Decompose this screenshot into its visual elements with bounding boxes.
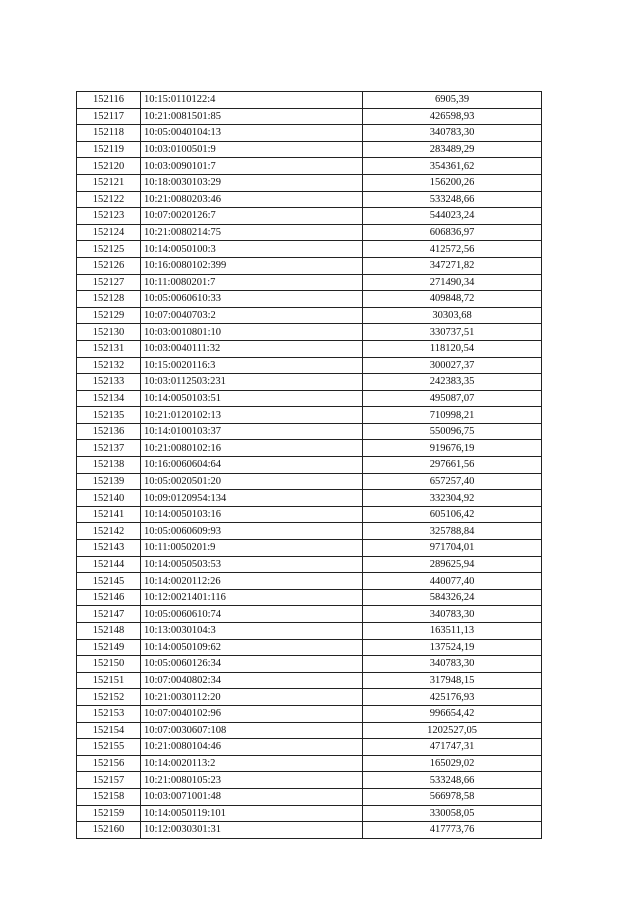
table-row xyxy=(77,623,542,640)
table-row xyxy=(77,722,542,739)
row-number-cell: 152135 xyxy=(77,407,141,424)
amount-cell: 710998,21 xyxy=(363,407,542,424)
cadastral-number-cell: 10:21:0120102:13 xyxy=(141,407,363,424)
row-number-cell: 152156 xyxy=(77,755,141,772)
table-row xyxy=(77,523,542,540)
cadastral-number-cell: 10:05:0060610:74 xyxy=(141,606,363,623)
cadastral-number-cell: 10:16:0060604:64 xyxy=(141,457,363,474)
amount-cell: 289625,94 xyxy=(363,556,542,573)
row-number-cell: 152151 xyxy=(77,672,141,689)
amount-cell: 495087,07 xyxy=(363,390,542,407)
amount-cell: 605106,42 xyxy=(363,506,542,523)
amount-cell: 544023,24 xyxy=(363,208,542,225)
table-row xyxy=(77,291,542,308)
amount-cell: 242383,35 xyxy=(363,374,542,391)
table-row xyxy=(77,589,542,606)
row-number-cell: 152157 xyxy=(77,772,141,789)
table-row xyxy=(77,540,542,557)
table-row xyxy=(77,141,542,158)
table-row xyxy=(77,423,542,440)
amount-cell: 533248,66 xyxy=(363,772,542,789)
row-number-cell: 152133 xyxy=(77,374,141,391)
row-number-cell: 152152 xyxy=(77,689,141,706)
amount-cell: 347271,82 xyxy=(363,257,542,274)
cadastral-number-cell: 10:05:0060126:34 xyxy=(141,656,363,673)
amount-cell: 330058,05 xyxy=(363,805,542,822)
cadastral-number-cell: 10:07:0040703:2 xyxy=(141,307,363,324)
row-number-cell: 152130 xyxy=(77,324,141,341)
amount-cell: 919676,19 xyxy=(363,440,542,457)
cadastral-number-cell: 10:13:0030104:3 xyxy=(141,623,363,640)
table-row xyxy=(77,158,542,175)
amount-cell: 971704,01 xyxy=(363,540,542,557)
amount-cell: 340783,30 xyxy=(363,606,542,623)
row-number-cell: 152122 xyxy=(77,191,141,208)
table-row xyxy=(77,606,542,623)
row-number-cell: 152121 xyxy=(77,174,141,191)
row-number-cell: 152146 xyxy=(77,589,141,606)
cadastral-number-cell: 10:21:0030112:20 xyxy=(141,689,363,706)
table-row xyxy=(77,357,542,374)
table-row xyxy=(77,92,542,109)
amount-cell: 330737,51 xyxy=(363,324,542,341)
amount-cell: 300027,37 xyxy=(363,357,542,374)
table-row xyxy=(77,672,542,689)
row-number-cell: 152120 xyxy=(77,158,141,175)
amount-cell: 550096,75 xyxy=(363,423,542,440)
amount-cell: 584326,24 xyxy=(363,589,542,606)
table-row xyxy=(77,241,542,258)
table-row xyxy=(77,407,542,424)
cadastral-number-cell: 10:07:0040102:96 xyxy=(141,705,363,722)
amount-cell: 30303,68 xyxy=(363,307,542,324)
cadastral-number-cell: 10:15:0110122:4 xyxy=(141,92,363,109)
row-number-cell: 152136 xyxy=(77,423,141,440)
cadastral-number-cell: 10:14:0020112:26 xyxy=(141,573,363,590)
cadastral-number-cell: 10:21:0080104:46 xyxy=(141,739,363,756)
table-row xyxy=(77,822,542,839)
cadastral-number-cell: 10:05:0060610:33 xyxy=(141,291,363,308)
amount-cell: 354361,62 xyxy=(363,158,542,175)
cadastral-number-cell: 10:14:0050100:3 xyxy=(141,241,363,258)
table-row xyxy=(77,656,542,673)
amount-cell: 425176,93 xyxy=(363,689,542,706)
amount-cell: 340783,30 xyxy=(363,125,542,142)
cadastral-number-cell: 10:14:0020113:2 xyxy=(141,755,363,772)
amount-cell: 165029,02 xyxy=(363,755,542,772)
cadastral-number-cell: 10:21:0080105:23 xyxy=(141,772,363,789)
amount-cell: 417773,76 xyxy=(363,822,542,839)
table-row xyxy=(77,573,542,590)
row-number-cell: 152144 xyxy=(77,556,141,573)
table-row xyxy=(77,490,542,507)
amount-cell: 426598,93 xyxy=(363,108,542,125)
table-row xyxy=(77,506,542,523)
row-number-cell: 152123 xyxy=(77,208,141,225)
row-number-cell: 152127 xyxy=(77,274,141,291)
table-row xyxy=(77,556,542,573)
cadastral-number-cell: 10:16:0080102:399 xyxy=(141,257,363,274)
cadastral-number-cell: 10:21:0080214:75 xyxy=(141,224,363,241)
row-number-cell: 152138 xyxy=(77,457,141,474)
amount-cell: 163511,13 xyxy=(363,623,542,640)
table-row xyxy=(77,772,542,789)
cadastral-number-cell: 10:03:0112503:231 xyxy=(141,374,363,391)
row-number-cell: 152154 xyxy=(77,722,141,739)
row-number-cell: 152147 xyxy=(77,606,141,623)
table-row xyxy=(77,324,542,341)
table-row xyxy=(77,174,542,191)
cadastral-number-cell: 10:05:0040104:13 xyxy=(141,125,363,142)
row-number-cell: 152143 xyxy=(77,540,141,557)
cadastral-number-cell: 10:14:0050503:53 xyxy=(141,556,363,573)
row-number-cell: 152137 xyxy=(77,440,141,457)
cadastral-number-cell: 10:12:0030301:31 xyxy=(141,822,363,839)
cadastral-number-cell: 10:05:0060609:93 xyxy=(141,523,363,540)
amount-cell: 297661,56 xyxy=(363,457,542,474)
cadastral-number-cell: 10:14:0050103:16 xyxy=(141,506,363,523)
cadastral-number-cell: 10:14:0050119:101 xyxy=(141,805,363,822)
table-row xyxy=(77,208,542,225)
table-row xyxy=(77,805,542,822)
row-number-cell: 152116 xyxy=(77,92,141,109)
amount-cell: 996654,42 xyxy=(363,705,542,722)
row-number-cell: 152155 xyxy=(77,739,141,756)
row-number-cell: 152148 xyxy=(77,623,141,640)
amount-cell: 118120,54 xyxy=(363,340,542,357)
cadastral-number-cell: 10:03:0090101:7 xyxy=(141,158,363,175)
amount-cell: 566978,58 xyxy=(363,788,542,805)
row-number-cell: 152125 xyxy=(77,241,141,258)
cadastral-number-cell: 10:03:0010801:10 xyxy=(141,324,363,341)
cadastral-number-cell: 10:07:0040802:34 xyxy=(141,672,363,689)
amount-cell: 412572,56 xyxy=(363,241,542,258)
row-number-cell: 152124 xyxy=(77,224,141,241)
cadastral-number-cell: 10:11:0080201:7 xyxy=(141,274,363,291)
row-number-cell: 152128 xyxy=(77,291,141,308)
row-number-cell: 152160 xyxy=(77,822,141,839)
table-row xyxy=(77,307,542,324)
amount-cell: 1202527,05 xyxy=(363,722,542,739)
row-number-cell: 152132 xyxy=(77,357,141,374)
cadastral-number-cell: 10:15:0020116:3 xyxy=(141,357,363,374)
cadastral-number-cell: 10:12:0021401:116 xyxy=(141,589,363,606)
amount-cell: 340783,30 xyxy=(363,656,542,673)
cadastral-number-cell: 10:05:0020501:20 xyxy=(141,473,363,490)
cadastral-number-cell: 10:07:0020126:7 xyxy=(141,208,363,225)
table-row xyxy=(77,125,542,142)
table-row xyxy=(77,788,542,805)
amount-cell: 325788,84 xyxy=(363,523,542,540)
row-number-cell: 152118 xyxy=(77,125,141,142)
cadastral-number-cell: 10:03:0100501:9 xyxy=(141,141,363,158)
table-row xyxy=(77,224,542,241)
cadastral-number-cell: 10:07:0030607:108 xyxy=(141,722,363,739)
table-row xyxy=(77,639,542,656)
cadastral-number-cell: 10:03:0040111:32 xyxy=(141,340,363,357)
row-number-cell: 152149 xyxy=(77,639,141,656)
table-row xyxy=(77,108,542,125)
row-number-cell: 152119 xyxy=(77,141,141,158)
amount-cell: 332304,92 xyxy=(363,490,542,507)
row-number-cell: 152150 xyxy=(77,656,141,673)
amount-cell: 606836,97 xyxy=(363,224,542,241)
table-row xyxy=(77,374,542,391)
table-row xyxy=(77,340,542,357)
table-row xyxy=(77,457,542,474)
cadastral-number-cell: 10:21:0080203:46 xyxy=(141,191,363,208)
record-table xyxy=(76,91,542,839)
row-number-cell: 152134 xyxy=(77,390,141,407)
table-row xyxy=(77,257,542,274)
table-row xyxy=(77,191,542,208)
cadastral-number-cell: 10:21:0080102:16 xyxy=(141,440,363,457)
amount-cell: 271490,34 xyxy=(363,274,542,291)
row-number-cell: 152159 xyxy=(77,805,141,822)
cadastral-number-cell: 10:09:0120954:134 xyxy=(141,490,363,507)
table-row xyxy=(77,755,542,772)
table-row xyxy=(77,739,542,756)
amount-cell: 283489,29 xyxy=(363,141,542,158)
row-number-cell: 152141 xyxy=(77,506,141,523)
row-number-cell: 152142 xyxy=(77,523,141,540)
record-table-body xyxy=(77,92,542,839)
table-row xyxy=(77,440,542,457)
cadastral-number-cell: 10:03:0071001:48 xyxy=(141,788,363,805)
cadastral-number-cell: 10:14:0050103:51 xyxy=(141,390,363,407)
cadastral-number-cell: 10:11:0050201:9 xyxy=(141,540,363,557)
cadastral-number-cell: 10:21:0081501:85 xyxy=(141,108,363,125)
amount-cell: 137524,19 xyxy=(363,639,542,656)
row-number-cell: 152139 xyxy=(77,473,141,490)
amount-cell: 317948,15 xyxy=(363,672,542,689)
row-number-cell: 152126 xyxy=(77,257,141,274)
row-number-cell: 152153 xyxy=(77,705,141,722)
cadastral-number-cell: 10:18:0030103:29 xyxy=(141,174,363,191)
row-number-cell: 152140 xyxy=(77,490,141,507)
row-number-cell: 152131 xyxy=(77,340,141,357)
table-row xyxy=(77,274,542,291)
amount-cell: 657257,40 xyxy=(363,473,542,490)
amount-cell: 6905,39 xyxy=(363,92,542,109)
cadastral-number-cell: 10:14:0100103:37 xyxy=(141,423,363,440)
table-row xyxy=(77,390,542,407)
row-number-cell: 152129 xyxy=(77,307,141,324)
amount-cell: 156200,26 xyxy=(363,174,542,191)
amount-cell: 409848,72 xyxy=(363,291,542,308)
table-row xyxy=(77,705,542,722)
table-row xyxy=(77,473,542,490)
row-number-cell: 152145 xyxy=(77,573,141,590)
row-number-cell: 152117 xyxy=(77,108,141,125)
amount-cell: 440077,40 xyxy=(363,573,542,590)
amount-cell: 533248,66 xyxy=(363,191,542,208)
amount-cell: 471747,31 xyxy=(363,739,542,756)
cadastral-number-cell: 10:14:0050109:62 xyxy=(141,639,363,656)
table-row xyxy=(77,689,542,706)
row-number-cell: 152158 xyxy=(77,788,141,805)
